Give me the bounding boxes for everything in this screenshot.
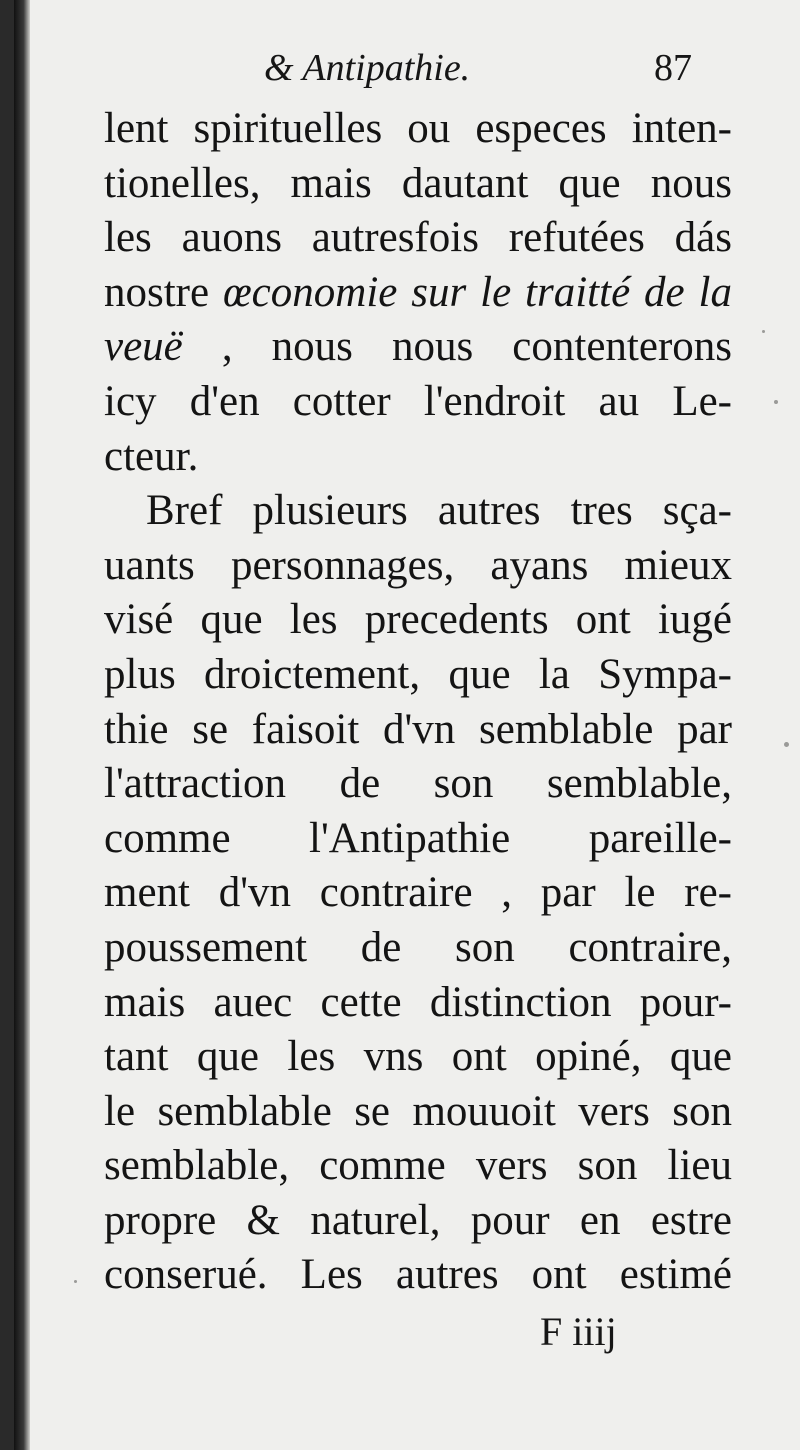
book-page: [14, 0, 800, 1450]
paragraph-first-line: Bref plusieurs autres tres sça-: [146, 487, 732, 535]
italic-title-segment: œconomie sur le traitté de la: [223, 268, 732, 316]
text-line: ment d'vn contraire , par le re-: [104, 869, 732, 917]
page-gutter-edge: [14, 0, 30, 1450]
text-line: poussement de son contraire,: [104, 923, 732, 971]
text-line: cteur.: [104, 432, 199, 480]
body-text: [104, 102, 732, 1303]
page-number: 87: [654, 47, 692, 89]
italic-title-segment: veuë: [104, 323, 183, 371]
paper-speck: [74, 1280, 77, 1283]
catchword-signature: F iiij: [540, 1309, 617, 1354]
paper-speck: [762, 330, 765, 333]
text-line: icy d'en cotter l'endroit au Le-: [104, 377, 732, 425]
text-line: uants personnages, ayans mieux: [104, 541, 732, 589]
text-line: tionelles, mais dautant que nous: [104, 159, 732, 207]
text-line: [104, 266, 732, 321]
text-line: mais auec cette distinction pour-: [104, 978, 732, 1026]
text-line: semblable, comme vers son lieu: [104, 1142, 732, 1190]
text-line: [104, 320, 732, 375]
text-line: les auons autresfois refutées dás: [104, 214, 732, 262]
text-segment: nostre: [104, 268, 223, 316]
paper-speck: [784, 742, 789, 747]
running-head: [14, 38, 800, 98]
text-line: comme l'Antipathie pareille-: [104, 814, 732, 862]
text-line: thie se faisoit d'vn semblable par: [104, 705, 732, 753]
text-line: le semblable se mouuoit vers son: [104, 1087, 732, 1135]
text-line: tant que les vns ont opiné, que: [104, 1033, 732, 1081]
text-line: conserué. Les autres ont estimé: [104, 1251, 732, 1299]
text-segment: , nous nous contenterons: [182, 323, 732, 371]
text-line: propre & naturel, pour en estre: [104, 1196, 732, 1244]
paper-speck: [774, 400, 778, 404]
text-line: l'attraction de son semblable,: [104, 760, 732, 808]
text-line: visé que les precedents ont iugé: [104, 596, 732, 644]
text-line: plus droictement, que la Sympa-: [104, 650, 732, 698]
text-line: lent spirituelles ou especes inten-: [104, 105, 732, 152]
running-title: & Antipathie.: [264, 47, 471, 89]
